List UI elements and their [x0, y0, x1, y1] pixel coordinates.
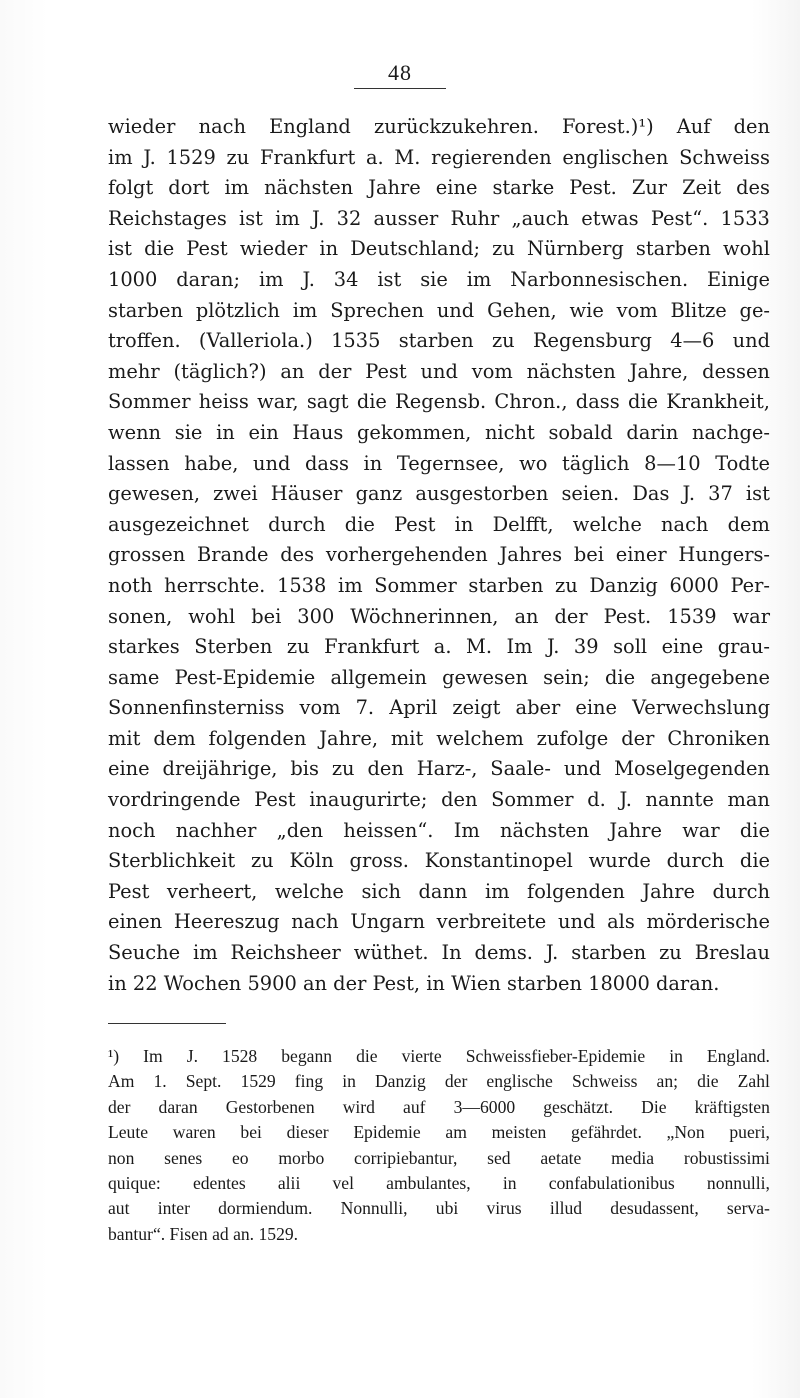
text-line: mit dem folgenden Jahre, mit welchem zufolge der Chroniken — [108, 726, 770, 750]
footnote-line: ¹) Im J. 1528 begann die vierte Schweissfieber-Epidemie in England. — [108, 1046, 770, 1066]
text-line: wenn sie in ein Haus gekommen, nicht sobald darin nachge- — [108, 420, 770, 444]
text-line: wieder nach England zurückzukehren. Forest.)¹) Auf den — [108, 115, 770, 138]
footnote-line: Am 1. Sept. 1529 fing in Danzig der englische Schweiss an; die Zahl — [108, 1071, 770, 1092]
footnote-line: bantur“. Fisen ad an. 1529. — [108, 1223, 299, 1244]
text-line: troffen. (Valleriola.) 1535 starben zu Regensburg 4—6 und — [108, 329, 770, 353]
footnote-line: aut inter dormiendum. Nonnulli, ubi virus illud desudassent, serva- — [108, 1198, 770, 1219]
text-line: Sonnenfinsterniss vom 7. April zeigt aber eine Verwechslung — [108, 696, 770, 720]
text-line: same Pest-Epidemie allgemein gewesen sein; die angegebene — [108, 665, 770, 689]
text-line: Seuche im Reichsheer wüthet. In dems. J. starben zu Breslau — [108, 941, 770, 965]
text-line: im J. 1529 zu Frankfurt a. M. regierenden englischen Schweiss — [108, 145, 770, 169]
text-line: Sommer heiss war, sagt die Regensb. Chron., dass die Krankheit, — [108, 390, 770, 414]
text-line: folgt dort im nächsten Jahre eine starke Pest. Zur Zeit des — [108, 176, 770, 200]
text-line: in 22 Wochen 5900 an der Pest, in Wien starben 18000 daran. — [108, 971, 720, 995]
text-line: einen Heereszug nach Ungarn verbreitete und als mörderische — [108, 910, 770, 934]
text-line: noch nachher „den heissen“. Im nächsten Jahre war die — [108, 818, 770, 842]
footnote-divider — [108, 1023, 226, 1024]
text-line: lassen habe, und dass in Tegernsee, wo täglich 8—10 Todte — [108, 451, 770, 475]
text-line: noth herrschte. 1538 im Sommer starben zu Danzig 6000 Per- — [108, 573, 770, 597]
page-header — [0, 60, 800, 89]
footnote-line: non senes eo morbo corripiebantur, sed aetate media robustissimi — [108, 1147, 770, 1168]
text-line: ausgezeichnet durch die Pest in Delfft, welche nach dem — [108, 512, 770, 536]
text-line: eine dreijährige, bis zu den Harz-, Saale- und Moselgegenden — [108, 757, 770, 781]
text-line: grossen Brande des vorhergehenden Jahres bei einer Hungers- — [108, 543, 770, 567]
text-line: starkes Sterben zu Frankfurt a. M. Im J. 39 soll eine grau- — [108, 635, 770, 659]
text-line: ist die Pest wieder in Deutschland; zu Nürnberg starben wohl — [108, 237, 770, 261]
main-text — [108, 112, 770, 999]
footnote-line: Leute waren bei dieser Epidemie am meisten gefährdet. „Non pueri, — [108, 1122, 770, 1143]
text-line: vordringende Pest inaugurirte; den Sommer d. J. nannte man — [108, 788, 770, 812]
text-line: gewesen, zwei Häuser ganz ausgestorben seien. Das J. 37 ist — [108, 482, 770, 506]
text-line: Reichstages ist im J. 32 ausser Ruhr „auch etwas Pest“. 1533 — [108, 206, 770, 230]
footnote-line: quique: edentes alii vel ambulantes, in confabulationibus nonnulli, — [108, 1172, 770, 1193]
text-line: mehr (täglich?) an der Pest und vom nächsten Jahre, dessen — [108, 359, 770, 383]
text-line: 1000 daran; im J. 34 ist sie im Narbonnesischen. Einige — [108, 267, 770, 291]
text-line: sonen, wohl bei 300 Wöchnerinnen, an der Pest. 1539 war — [108, 604, 770, 628]
text-line: starben plötzlich im Sprechen und Gehen, wie vom Blitze ge- — [108, 298, 770, 322]
footnotes — [108, 1044, 770, 1247]
footnote-line: der daran Gestorbenen wird auf 3—6000 geschätzt. Die kräftigsten — [108, 1096, 770, 1117]
text-line: Pest verheert, welche sich dann im folgenden Jahre durch — [108, 879, 770, 903]
text-line: Sterblichkeit zu Köln gross. Konstantinopel wurde durch die — [108, 849, 770, 873]
page-number: 48 — [354, 60, 446, 89]
